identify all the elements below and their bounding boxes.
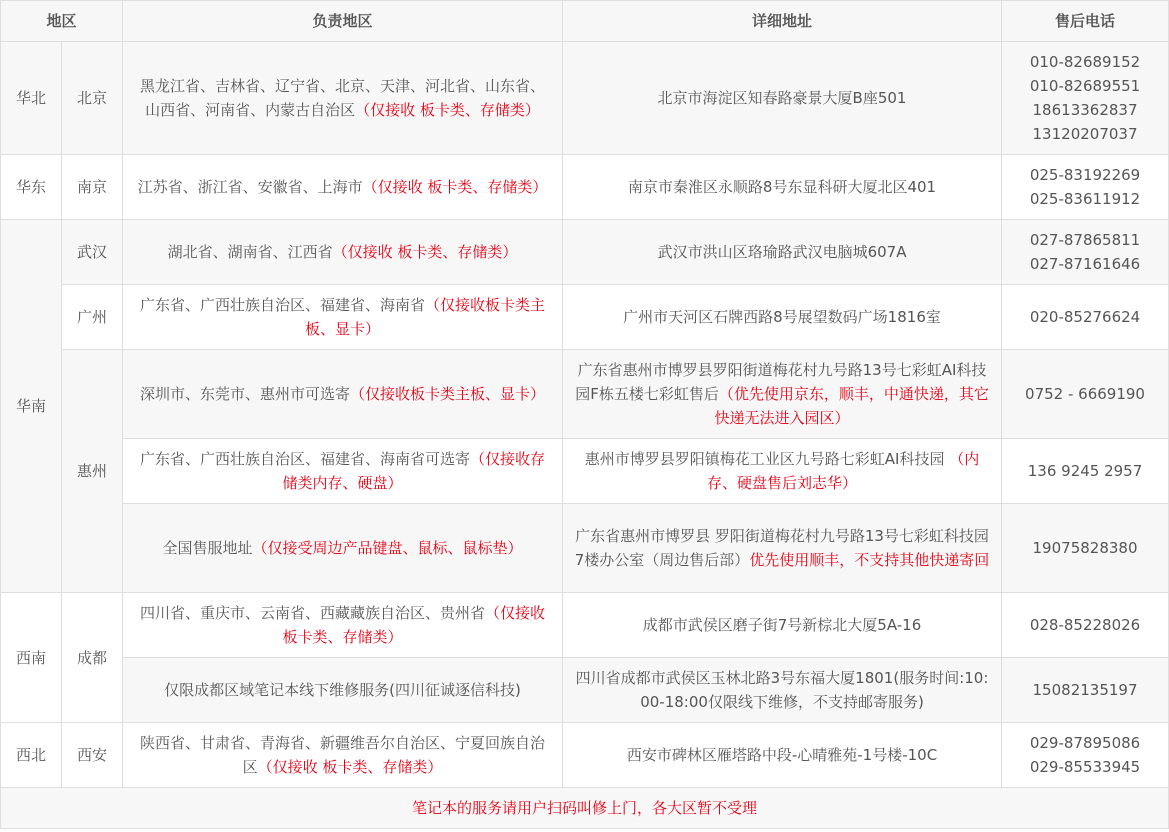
table-row	[1, 42, 1169, 155]
address-cell	[563, 350, 1002, 439]
phone-cell	[1002, 42, 1169, 155]
phone-number: 15082135197	[1032, 681, 1138, 699]
phone-number: 136 9245 2957	[1027, 462, 1143, 480]
address-text: 成都市武侯区磨子街7号新棕北大厦5A-16	[642, 616, 922, 634]
phone-number: 020-85276624	[1029, 308, 1141, 326]
phone-number: 19075828380	[1032, 539, 1138, 557]
phone-number: 18613362837	[1032, 101, 1138, 119]
phone-number: 13120207037	[1032, 125, 1138, 143]
coverage-text: 仅限成都区域笔记本线下维修服务(四川征诚逐信科技)	[164, 681, 521, 699]
address-cell	[563, 439, 1002, 504]
coverage-cell	[123, 350, 563, 439]
table-row	[1, 439, 1169, 504]
phone-number: 010-82689551	[1029, 77, 1141, 95]
table-row	[1, 593, 1169, 658]
coverage-cell	[123, 285, 563, 350]
region-cell: 华东	[1, 155, 62, 220]
header-address: 详细地址	[563, 1, 1002, 42]
phone-cell	[1002, 504, 1169, 593]
coverage-text: 深圳市、东莞市、惠州市可选寄	[140, 385, 351, 403]
address-text: 广东省惠州市博罗县罗阳街道梅花村九号路13号七彩虹AI科技园F栋五楼七彩虹售后	[575, 361, 987, 403]
phone-number: 027-87865811	[1029, 231, 1141, 249]
city-cell: 北京	[62, 42, 123, 155]
table-row	[1, 658, 1169, 723]
table-row	[1, 504, 1169, 593]
coverage-cell	[123, 220, 563, 285]
phone-number: 027-87161646	[1029, 255, 1141, 273]
table-row	[1, 220, 1169, 285]
address-cell	[563, 723, 1002, 788]
coverage-note: （仅接收 板卡类、存储类）	[257, 758, 443, 776]
phone-number: 025-83611912	[1029, 190, 1141, 208]
coverage-cell	[123, 439, 563, 504]
city-cell: 成都	[62, 593, 123, 723]
address-cell	[563, 593, 1002, 658]
phone-number: 028-85228026	[1029, 616, 1141, 634]
region-cell: 华南	[1, 220, 62, 593]
coverage-text: 全国售服地址	[162, 539, 253, 557]
coverage-note: （仅接收板卡类主板、显卡）	[305, 296, 546, 338]
coverage-cell	[123, 593, 563, 658]
coverage-note: （仅接收存储类内存、硬盘）	[282, 450, 546, 492]
address-note: 优先使用顺丰，不支持其他快递寄回	[749, 551, 990, 569]
address-text: 广东省惠州市博罗县 罗阳街道梅花村九号路13号七彩虹科技园7楼办公室（周边售后部）	[574, 527, 989, 569]
coverage-cell	[123, 504, 563, 593]
phone-cell	[1002, 658, 1169, 723]
address-text: 广州市天河区石牌西路8号展望数码广场1816室	[623, 308, 941, 326]
coverage-text: 广东省、广西壮族自治区、福建省、海南省	[140, 296, 426, 314]
coverage-text: 江苏省、浙江省、安徽省、上海市	[137, 178, 363, 196]
coverage-note: （仅接收 板卡类、存储类）	[282, 604, 546, 646]
city-cell: 广州	[62, 285, 123, 350]
coverage-text: 广东省、广西壮族自治区、福建省、海南省可选寄	[140, 450, 471, 468]
region-cell: 西南	[1, 593, 62, 723]
coverage-cell	[123, 155, 563, 220]
address-cell	[563, 285, 1002, 350]
address-text: 四川省成都市武侯区玉林北路3号东福大厦1801(服务时间:10:00-18:00仅限线下维修，不支持邮寄服务)	[575, 669, 989, 711]
coverage-note: （仅接收 板卡类、存储类）	[362, 178, 548, 196]
address-text: 惠州市博罗县罗阳镇梅花工业区九号路七彩虹AI科技园	[584, 450, 950, 468]
region-cell: 西北	[1, 723, 62, 788]
coverage-text: 陕西省、甘肃省、青海省、新疆维吾尔自治区、宁夏回族自治区	[140, 734, 546, 776]
coverage-note: （仅接受周边产品键盘、鼠标、鼠标垫）	[252, 539, 523, 557]
phone-number: 025-83192269	[1029, 166, 1141, 184]
address-text: 武汉市洪山区珞瑜路武汉电脑城607A	[657, 243, 907, 261]
address-text: 西安市碑林区雁塔路中段-心晴雅苑-1号楼-10C	[626, 746, 938, 764]
coverage-note: （仅接收板卡类主板、显卡）	[350, 385, 546, 403]
coverage-text: 黑龙江省、吉林省、辽宁省、北京、天津、河北省、山东省、山西省、河南省、内蒙古自治区	[140, 77, 546, 119]
coverage-cell	[123, 42, 563, 155]
footer-row	[1, 788, 1169, 829]
table-header-row	[1, 1, 1169, 42]
coverage-text: 四川省、重庆市、云南省、西藏藏族自治区、贵州省	[140, 604, 486, 622]
address-note: （内存、硬盘售后刘志华）	[707, 450, 980, 492]
city-cell: 南京	[62, 155, 123, 220]
phone-cell	[1002, 350, 1169, 439]
phone-number: 029-85533945	[1029, 758, 1141, 776]
table-row	[1, 155, 1169, 220]
table-row	[1, 285, 1169, 350]
phone-number: 010-82689152	[1029, 53, 1141, 71]
phone-cell	[1002, 723, 1169, 788]
header-coverage: 负责地区	[123, 1, 563, 42]
city-cell: 武汉	[62, 220, 123, 285]
address-note: （优先使用京东，顺丰，中通快递，其它快递无法进入园区）	[714, 385, 989, 427]
address-text: 南京市秦淮区永顺路8号东显科研大厦北区401	[627, 178, 937, 196]
phone-cell	[1002, 220, 1169, 285]
phone-cell	[1002, 285, 1169, 350]
address-text: 北京市海淀区知春路豪景大厦B座501	[657, 89, 907, 107]
coverage-cell	[123, 723, 563, 788]
coverage-note: （仅接收 板卡类、存储类）	[332, 243, 518, 261]
phone-number: 0752 - 6669190	[1025, 385, 1145, 403]
footer-note: 笔记本的服务请用户扫码叫修上门，各大区暂不受理	[1, 788, 1169, 829]
coverage-cell	[123, 658, 563, 723]
city-cell: 惠州	[62, 350, 123, 593]
city-cell: 西安	[62, 723, 123, 788]
phone-cell	[1002, 439, 1169, 504]
region-cell: 华北	[1, 42, 62, 155]
table-row	[1, 723, 1169, 788]
phone-number: 029-87895086	[1029, 734, 1141, 752]
coverage-text: 湖北省、湖南省、江西省	[167, 243, 333, 261]
coverage-note: （仅接收 板卡类、存储类）	[355, 101, 540, 119]
address-cell	[563, 155, 1002, 220]
phone-cell	[1002, 593, 1169, 658]
table-row	[1, 350, 1169, 439]
address-cell	[563, 220, 1002, 285]
header-region: 地区	[1, 1, 123, 42]
address-cell	[563, 42, 1002, 155]
phone-cell	[1002, 155, 1169, 220]
address-cell	[563, 504, 1002, 593]
address-cell	[563, 658, 1002, 723]
header-phone: 售后电话	[1002, 1, 1169, 42]
